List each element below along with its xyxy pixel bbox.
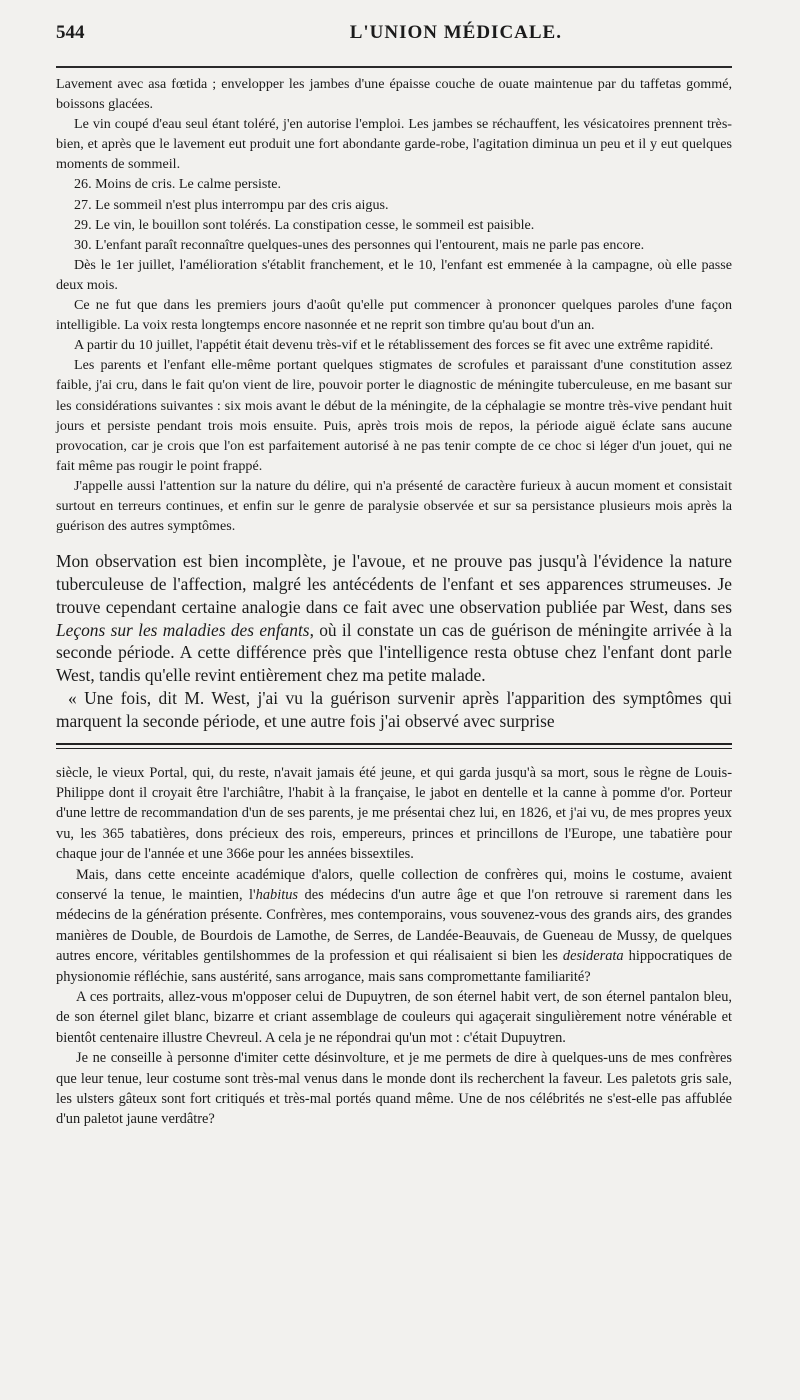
book-title: Leçons sur les maladies des enfants [56, 619, 310, 640]
paragraph: Le vin coupé d'eau seul étant toléré, j'en autorise l'emploi. Les jambes se réchauffent, les vésicatoires prennent très-bien, et après que le lavement eut produit une fort abondante garde-robe, l'agitation diminua un peu et il y eut quelques moments de sommeil. [56, 116, 732, 173]
paragraph: J'appelle aussi l'attention sur la nature du délire, qui n'a présenté de caractère furieux à aucun moment et consistait surtout en terreurs continues, et enfin sur le genre de paralysie observée et sur sa persistance plusieurs mois après la guérison des autres symptômes. [56, 477, 732, 535]
paragraph: « Une fois, dit M. West, j'ai vu la guérison survenir après l'apparition des symptômes qui marquent la seconde période, et une autre fois j'ai observé avec surprise [56, 687, 732, 731]
paragraph: Les parents et l'enfant elle-même portant quelques stigmates de scrofules et paraissant d'une constitution assez faible, j'ai cru, dans le fait qu'on vient de lire, pouvoir porter le diagnostic de méningite tuberculeuse, en me basant sur les considérations suivantes : six mois avant le début de la méningite, de la céphalagie se montre très-vive pendant huit jours et persiste pendant trois mois ensuite. Puis, après trois mois de repos, la période aiguë éclate sans aucune provocation, car je crois que l'on est parfaitement autorisé à ne pas tenir compte de ce choc si léger d'un jouet, qui ne fait même pas rougir le point frappé. [56, 357, 732, 474]
paragraph: Ce ne fut que dans les premiers jours d'août qu'elle put commencer à prononcer quelques paroles d'une façon intelligible. La voix resta longtemps encore nasonnée et ne reprit son timbre qu'au bout d'un an. [56, 297, 732, 334]
latin-term: desiderata [562, 948, 624, 965]
paragraph: Je ne conseille à personne d'imiter cette désinvolture, et je me permets de dire à quelques-uns de mes confrères que leur tenue, leur costume sont très-mal venus dans le monde dont ils recherchent la faveur. Les paletots gris sale, les ulsters gâteux sont fort critiqués et très-mal portés quand même. Une de nos célébrités ne s'est-elle pas affublée d'un paletot jaune verdâtre? [56, 1050, 732, 1128]
feuilleton-section [56, 763, 732, 1130]
paragraph [56, 865, 732, 987]
header-rule [56, 66, 732, 68]
paragraph [56, 550, 732, 687]
running-title: L'UNION MÉDICALE. [349, 22, 562, 43]
text-run: des médecins d'un autre âge et que l'on retrouve si rarement dans les médecins de la génération présente. Confrères, mes contemporains, vous souvenez-vous des grands airs, des grandes manières de Double, de Bourdois de Lamothe, de Serres, de Landée-Beauvais, de Gueneau de Mussy, de quelques autres encore, véritables gentilshommes de la profession et qui réalisaient si bien les [56, 886, 733, 965]
text-run: Mais, dans cette enceinte académique d'alors, quelle collection de confrères qui, moins le costume, avaient conservé la tenue, le maintien, l' [56, 866, 732, 903]
paragraph: siècle, le vieux Portal, qui, du reste, n'avait jamais été jeune, et qui garda jusqu'à sa mort, sous le règne de Louis-Philippe dont il croyait être l'archiâtre, l'habit à la française, le jabot en dentelle et la canne à pomme d'or. Porteur d'une lettre de recommandation d'un de ses parents, je me présentai chez lui, en 1826, et j'ai vu, de mes propres yeux vu, les 365 tabatières, dons précieux des rois, empereurs, princes et princillons de l'Europe, une tabatière pour chaque jour de l'année et une 366e pour les années bissextiles. [56, 764, 732, 863]
case-report-section [56, 74, 732, 536]
text-run: Mon observation est bien incomplète, je l'avoue, et ne prouve pas jusqu'à l'évidence la nature tuberculeuse de l'affection, malgré les antécédents de l'enfant et ses apparences strumeuses. Je trouve cependant certaine analogie dans ce fait avec une observation publiée par West, dans ses [56, 551, 732, 617]
text-run: hippocratiques de physionomie réfléchie, sans austérité, sans arrogance, mais sans compromettante familiarité? [56, 948, 732, 985]
commentary-section [56, 550, 732, 732]
paragraph: 27. Le sommeil n'est plus interrompu par des cris aigus. [74, 196, 389, 213]
paragraph: Dès le 1er juillet, l'amélioration s'établit franchement, et le 10, l'enfant est emmenée à la campagne, où elle passe deux mois. [56, 256, 732, 293]
latin-term: habitus [255, 886, 299, 903]
text-run: , où il constate un cas de guérison de méningite arrivée à la seconde période. A cette différence près que l'intelligence resta obtuse chez l'enfant dont parle West, tandis qu'elle revint entièrement chez ma petite malade. [56, 619, 732, 686]
paragraph: A partir du 10 juillet, l'appétit était devenu très-vif et le rétablissement des forces se fit avec une extrême rapidité. [74, 337, 714, 354]
paragraph: 29. Le vin, le bouillon sont tolérés. La constipation cesse, le sommeil est paisible. [74, 216, 535, 233]
page-header [56, 22, 732, 56]
section-divider [56, 743, 732, 749]
page-number: 544 [56, 22, 85, 43]
paragraph: 26. Moins de cris. Le calme persiste. [74, 176, 282, 193]
paragraph: Lavement avec asa fœtida ; envelopper les jambes d'une épaisse couche de ouate maintenue par du taffetas gommé, boissons glacées. [56, 76, 732, 113]
paragraph: 30. L'enfant paraît reconnaître quelques-unes des personnes qui l'entourent, mais ne parle pas encore. [74, 236, 645, 253]
paragraph: A ces portraits, allez-vous m'opposer celui de Dupuytren, de son éternel habit vert, de son éternel pantalon bleu, de son éternel gilet blanc, bizarre et criant assemblage de couleurs qui agaçerait singulièrement notre vénérable et bientôt centenaire illustre Chevreul. A cela je ne répondrai qu'un mot : c'était Dupuytren. [56, 989, 732, 1046]
